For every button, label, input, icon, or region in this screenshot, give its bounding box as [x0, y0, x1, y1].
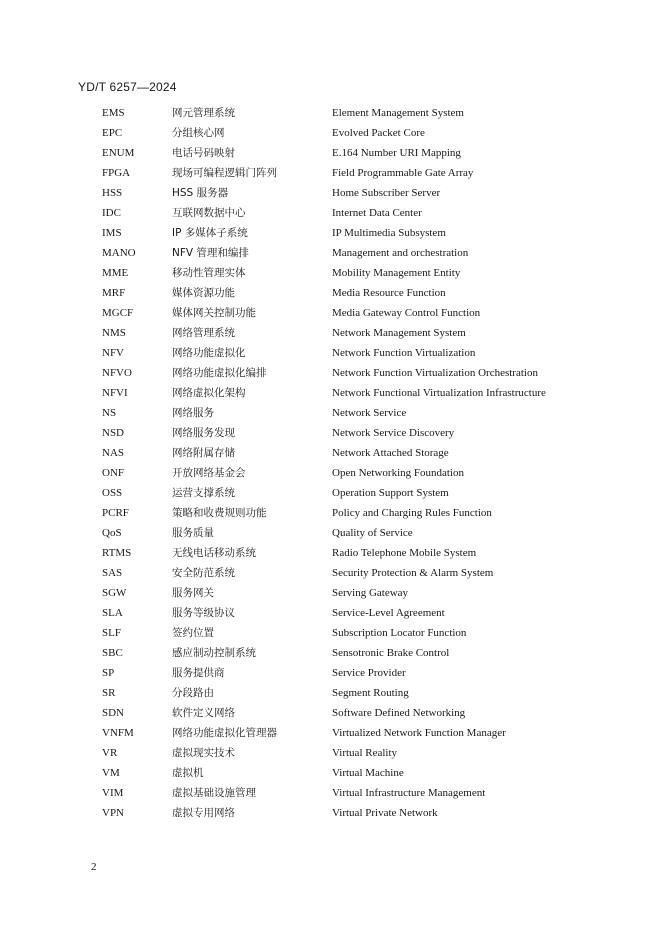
abbreviation-term: NAS	[102, 447, 125, 459]
abbreviation-chinese: 感应制动控制系统	[172, 647, 256, 659]
abbreviation-row	[102, 663, 572, 683]
abbreviation-chinese: 虚拟基础设施管理	[172, 787, 256, 799]
abbreviation-english: Management and orchestration	[332, 247, 469, 259]
abbreviation-term: FPGA	[102, 167, 131, 179]
abbreviation-row	[102, 523, 572, 543]
abbreviation-english: Evolved Packet Core	[332, 127, 425, 139]
abbreviation-row	[102, 403, 572, 423]
abbreviation-chinese: 服务网关	[172, 587, 214, 599]
abbreviation-english: Home Subscriber Server	[332, 187, 441, 199]
abbreviation-chinese: 移动性管理实体	[172, 267, 246, 279]
abbreviation-english: Policy and Charging Rules Function	[332, 507, 492, 519]
abbreviation-chinese: NFV 管理和编排	[172, 247, 249, 259]
abbreviation-term: HSS	[102, 187, 123, 199]
abbreviation-term: NFVI	[102, 387, 128, 399]
abbreviation-chinese: 服务质量	[172, 527, 214, 539]
abbreviation-term: VNFM	[102, 727, 134, 739]
abbreviation-term: SLF	[102, 627, 121, 639]
abbreviation-english: Network Service	[332, 407, 407, 419]
abbreviation-row	[102, 623, 572, 643]
abbreviation-chinese: 分段路由	[172, 687, 214, 699]
abbreviation-chinese: 虚拟专用网络	[172, 807, 235, 819]
abbreviation-chinese: 网络功能虚拟化	[172, 347, 246, 359]
abbreviation-row	[102, 683, 572, 703]
abbreviation-chinese: 现场可编程逻辑门阵列	[172, 167, 277, 179]
abbreviation-row	[102, 243, 572, 263]
abbreviation-term: ONF	[102, 467, 125, 479]
abbreviation-chinese: HSS 服务器	[172, 187, 229, 199]
abbreviation-chinese: 开放网络基金会	[172, 467, 246, 479]
abbreviation-english: Virtualized Network Function Manager	[332, 727, 506, 739]
abbreviation-chinese: 电话号码映射	[172, 147, 235, 159]
abbreviation-term: SP	[102, 667, 115, 679]
abbreviation-english: Network Attached Storage	[332, 447, 449, 459]
abbreviation-english: Sensotronic Brake Control	[332, 647, 450, 659]
abbreviation-row	[102, 363, 572, 383]
abbreviation-chinese: 网络管理系统	[172, 327, 235, 339]
abbreviation-english: Operation Support System	[332, 487, 449, 499]
abbreviation-english: Service-Level Agreement	[332, 607, 445, 619]
abbreviation-row	[102, 783, 572, 803]
abbreviation-term: RTMS	[102, 547, 132, 559]
abbreviation-chinese: 策略和收费规则功能	[172, 507, 267, 519]
abbreviation-english: Software Defined Networking	[332, 707, 466, 719]
abbreviation-row	[102, 503, 572, 523]
abbreviation-chinese: 虚拟机	[172, 767, 204, 779]
abbreviation-term: IDC	[102, 207, 121, 219]
abbreviation-term: VR	[102, 747, 118, 759]
abbreviation-english: Network Management System	[332, 327, 466, 339]
abbreviation-term: NMS	[102, 327, 126, 339]
abbreviation-chinese: 网络功能虚拟化编排	[172, 367, 267, 379]
abbreviation-english: Internet Data Center	[332, 207, 422, 219]
abbreviation-chinese: 服务等级协议	[172, 607, 235, 619]
abbreviation-row	[102, 323, 572, 343]
abbreviation-row	[102, 703, 572, 723]
abbreviation-english: Virtual Infrastructure Management	[332, 787, 486, 799]
abbreviation-english: Security Protection & Alarm System	[332, 567, 494, 579]
abbreviation-term: NFVO	[102, 367, 132, 379]
abbreviation-row	[102, 763, 572, 783]
abbreviation-term: NSD	[102, 427, 125, 439]
abbreviation-english: Subscription Locator Function	[332, 627, 467, 639]
abbreviation-english: Field Programmable Gate Array	[332, 167, 474, 179]
abbreviation-chinese: 网络附属存储	[172, 447, 235, 459]
abbreviation-english: Virtual Machine	[332, 767, 404, 779]
abbreviation-chinese: 媒体资源功能	[172, 287, 235, 299]
abbreviation-english: Open Networking Foundation	[332, 467, 464, 479]
abbreviation-row	[102, 223, 572, 243]
abbreviation-term: ENUM	[102, 147, 135, 159]
abbreviation-chinese: 网络服务	[172, 407, 214, 419]
abbreviation-term: EMS	[102, 107, 125, 119]
abbreviation-row	[102, 123, 572, 143]
abbreviation-row	[102, 263, 572, 283]
abbreviation-term: MANO	[102, 247, 136, 259]
abbreviation-row	[102, 163, 572, 183]
abbreviation-row	[102, 603, 572, 623]
abbreviation-term: MRF	[102, 287, 126, 299]
abbreviation-row	[102, 803, 572, 823]
abbreviation-term: SDN	[102, 707, 125, 719]
abbreviation-chinese: 虚拟现实技术	[172, 747, 235, 759]
abbreviation-term: IMS	[102, 227, 122, 239]
abbreviation-chinese: 运营支撑系统	[172, 487, 235, 499]
abbreviation-list	[102, 103, 572, 823]
abbreviation-row	[102, 743, 572, 763]
abbreviation-term: VPN	[102, 807, 125, 819]
abbreviation-term: MME	[102, 267, 129, 279]
abbreviation-chinese: 互联网数据中心	[172, 207, 246, 219]
abbreviation-english: Service Provider	[332, 667, 406, 679]
abbreviation-row	[102, 183, 572, 203]
abbreviation-english: Quality of Service	[332, 527, 413, 539]
document-id-header: YD/T 6257—2024	[78, 80, 177, 94]
abbreviation-chinese: 网络虚拟化架构	[172, 387, 246, 399]
abbreviation-english: Segment Routing	[332, 687, 409, 699]
abbreviation-row	[102, 543, 572, 563]
abbreviation-chinese: 网络功能虚拟化管理器	[172, 727, 277, 739]
abbreviation-row	[102, 283, 572, 303]
abbreviation-chinese: 分组核心网	[172, 127, 225, 139]
abbreviation-english: Network Service Discovery	[332, 427, 455, 439]
abbreviation-english: Element Management System	[332, 107, 464, 119]
abbreviation-english: Network Functional Virtualization Infrastructure	[332, 387, 546, 399]
abbreviation-term: SR	[102, 687, 116, 699]
abbreviation-row	[102, 103, 572, 123]
abbreviation-term: NFV	[102, 347, 125, 359]
abbreviation-row	[102, 203, 572, 223]
abbreviation-term: MGCF	[102, 307, 134, 319]
abbreviation-term: SBC	[102, 647, 123, 659]
abbreviation-term: PCRF	[102, 507, 129, 519]
abbreviation-english: Radio Telephone Mobile System	[332, 547, 477, 559]
abbreviation-chinese: 无线电话移动系统	[172, 547, 256, 559]
abbreviation-term: NS	[102, 407, 117, 419]
abbreviation-term: VM	[102, 767, 120, 779]
abbreviation-chinese: 媒体网关控制功能	[172, 307, 256, 319]
abbreviation-english: E.164 Number URI Mapping	[332, 147, 461, 159]
abbreviation-english: Media Gateway Control Function	[332, 307, 481, 319]
abbreviation-english: Virtual Private Network	[332, 807, 438, 819]
abbreviation-english: Virtual Reality	[332, 747, 398, 759]
abbreviation-chinese: 安全防范系统	[172, 567, 235, 579]
abbreviation-row	[102, 423, 572, 443]
abbreviation-english: IP Multimedia Subsystem	[332, 227, 446, 239]
abbreviation-term: EPC	[102, 127, 123, 139]
abbreviation-row	[102, 463, 572, 483]
abbreviation-english: Network Function Virtualization	[332, 347, 476, 359]
page-number: 2	[91, 861, 97, 873]
abbreviation-row	[102, 143, 572, 163]
abbreviation-english: Media Resource Function	[332, 287, 446, 299]
abbreviation-row	[102, 383, 572, 403]
abbreviation-term: VIM	[102, 787, 124, 799]
abbreviation-term: SLA	[102, 607, 123, 619]
abbreviation-english: Serving Gateway	[332, 587, 409, 599]
abbreviation-chinese: 网络服务发现	[172, 427, 235, 439]
abbreviation-row	[102, 343, 572, 363]
abbreviation-term: OSS	[102, 487, 123, 499]
abbreviation-row	[102, 303, 572, 323]
abbreviation-row	[102, 483, 572, 503]
abbreviation-chinese: 软件定义网络	[172, 707, 235, 719]
abbreviation-term: QoS	[102, 527, 122, 539]
abbreviation-chinese: 网元管理系统	[172, 107, 235, 119]
abbreviation-term: SAS	[102, 567, 123, 579]
abbreviation-english: Network Function Virtualization Orchestration	[332, 367, 538, 379]
abbreviation-chinese: 服务提供商	[172, 667, 225, 679]
abbreviation-row	[102, 723, 572, 743]
abbreviation-chinese: IP 多媒体子系统	[172, 227, 248, 239]
abbreviation-row	[102, 583, 572, 603]
abbreviation-row	[102, 563, 572, 583]
abbreviation-row	[102, 443, 572, 463]
abbreviation-term: SGW	[102, 587, 127, 599]
abbreviation-english: Mobility Management Entity	[332, 267, 461, 279]
abbreviation-chinese: 签约位置	[172, 627, 214, 639]
abbreviation-row	[102, 643, 572, 663]
